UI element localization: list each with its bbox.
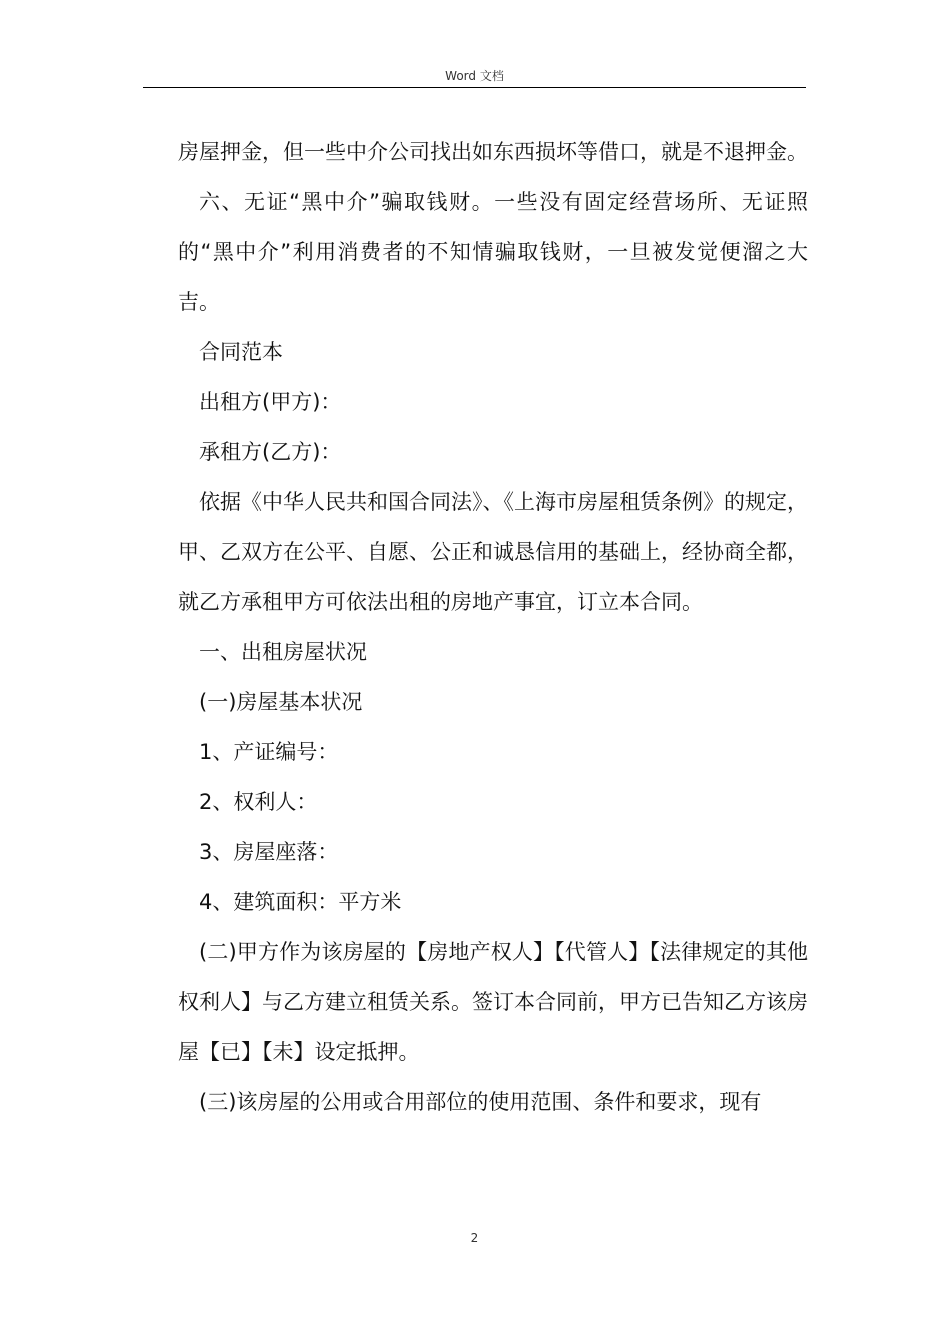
document-body (178, 127, 808, 1127)
page-number: 2 (470, 1231, 479, 1245)
paragraph: (二)甲方作为该房屋的【房地产权人】【代管人】【法律规定的其他权利人】与乙方建立租赁关系。签订本合同前，甲方已告知乙方该房屋【已】【未】设定抵押。 (178, 940, 808, 1064)
paragraph: 房屋押金，但一些中介公司找出如东西损坏等借口，就是不退押金。 (178, 140, 808, 164)
paragraph: 一、出租房屋状况 (199, 640, 367, 664)
page-header: Word 文档 (445, 69, 504, 83)
paragraph: 依据《中华人民共和国合同法》、《上海市房屋租赁条例》的规定，甲、乙双方在公平、自愿、公正和诚恳信用的基础上，经协商全都，就乙方承租甲方可依法出租的房地产事宜，订立本合同。 (178, 490, 808, 614)
paragraph: 合同范本 (199, 340, 283, 364)
header-rule (143, 87, 806, 88)
paragraph: 3、房屋座落： (199, 840, 339, 864)
paragraph: (一)房屋基本状况 (199, 690, 363, 714)
paragraph: 六、无证“黑中介”骗取钱财。一些没有固定经营场所、无证照的“黑中介”利用消费者的不知情骗取钱财，一旦被发觉便溜之大吉。 (178, 190, 808, 314)
paragraph: (三)该房屋的公用或合用部位的使用范围、条件和要求，现有 (199, 1090, 762, 1114)
paragraph: 2、权利人： (199, 790, 318, 814)
paragraph: 4、建筑面积：平方米 (199, 890, 402, 914)
paragraph: 出租方(甲方)： (199, 390, 342, 414)
paragraph: 承租方(乙方)： (199, 440, 342, 464)
paragraph: 1、产证编号： (199, 740, 339, 764)
